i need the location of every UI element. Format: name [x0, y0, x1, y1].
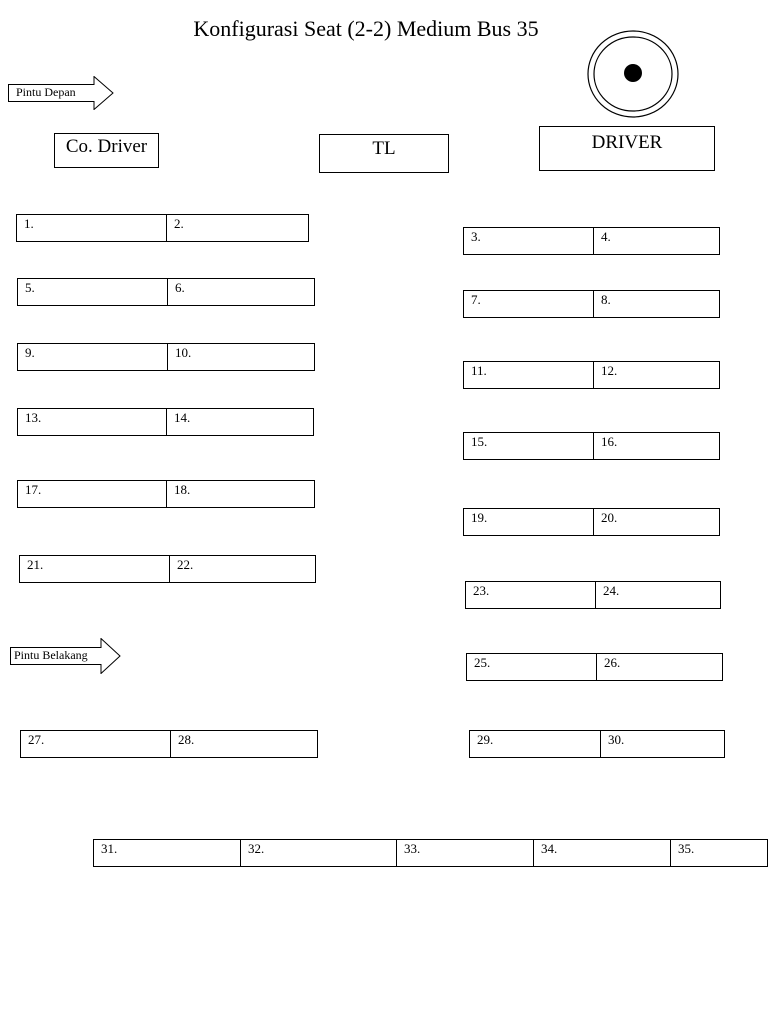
seat-row-left-4	[17, 408, 314, 436]
seat-row-right-6	[465, 581, 721, 609]
seat-28[interactable]: 28.	[170, 731, 317, 757]
seat-row-right-1	[463, 227, 720, 255]
seat-35[interactable]: 35.	[670, 840, 767, 866]
seat-30[interactable]: 30.	[600, 731, 724, 757]
seat-row-left-5	[17, 480, 315, 508]
seat-21[interactable]: 21.	[27, 557, 44, 572]
seat-18[interactable]: 18.	[166, 481, 314, 507]
seat-26[interactable]: 26.	[596, 654, 722, 680]
seat-row-left-1	[16, 214, 309, 242]
seat-20[interactable]: 20.	[593, 509, 719, 535]
seat-row-left-2	[17, 278, 315, 306]
seat-2[interactable]: 2.	[166, 215, 308, 241]
seat-row-right-4	[463, 432, 720, 460]
seat-row-left-7	[20, 730, 318, 758]
seat-row-right-2	[463, 290, 720, 318]
seat-22[interactable]: 22.	[169, 556, 315, 582]
seat-9[interactable]: 9.	[25, 345, 35, 360]
seat-1[interactable]: 1.	[24, 216, 34, 231]
seat-14[interactable]: 14.	[166, 409, 313, 435]
seat-12[interactable]: 12.	[593, 362, 719, 388]
seat-row-right-5	[463, 508, 720, 536]
front-door-label: Pintu Depan	[16, 85, 76, 99]
seat-11[interactable]: 11.	[471, 363, 487, 378]
seat-25[interactable]: 25.	[474, 655, 491, 670]
seat-5[interactable]: 5.	[25, 280, 35, 295]
seat-6[interactable]: 6.	[167, 279, 314, 305]
seat-29[interactable]: 29.	[477, 732, 494, 747]
seat-row-left-3	[17, 343, 315, 371]
seat-row-right-3	[463, 361, 720, 389]
seat-34[interactable]: 34.	[533, 840, 670, 866]
seat-19[interactable]: 19.	[471, 510, 488, 525]
seat-row-right-8	[469, 730, 725, 758]
seat-8[interactable]: 8.	[593, 291, 719, 317]
seat-row-right-7	[466, 653, 723, 681]
seat-4[interactable]: 4.	[593, 228, 719, 254]
rear-door-label: Pintu Belakang	[14, 648, 88, 662]
seat-31[interactable]: 31.	[101, 841, 118, 856]
seat-row-back	[93, 839, 768, 867]
seat-3[interactable]: 3.	[471, 229, 481, 244]
seat-27[interactable]: 27.	[28, 732, 45, 747]
seat-32[interactable]: 32.	[240, 840, 396, 866]
seat-16[interactable]: 16.	[593, 433, 719, 459]
seat-7[interactable]: 7.	[471, 292, 481, 307]
seat-24[interactable]: 24.	[595, 582, 720, 608]
seat-33[interactable]: 33.	[396, 840, 533, 866]
seat-13[interactable]: 13.	[25, 410, 42, 425]
seat-15[interactable]: 15.	[471, 434, 488, 449]
seat-10[interactable]: 10.	[167, 344, 314, 370]
co-driver-box: Co. Driver	[54, 133, 159, 168]
seat-17[interactable]: 17.	[25, 482, 42, 497]
seat-row-left-6	[19, 555, 316, 583]
page-title: Konfigurasi Seat (2-2) Medium Bus 35	[193, 16, 539, 41]
driver-box: DRIVER	[539, 126, 715, 171]
tl-box: TL	[319, 134, 449, 173]
steering-wheel-icon	[586, 30, 680, 125]
seat-23[interactable]: 23.	[473, 583, 490, 598]
